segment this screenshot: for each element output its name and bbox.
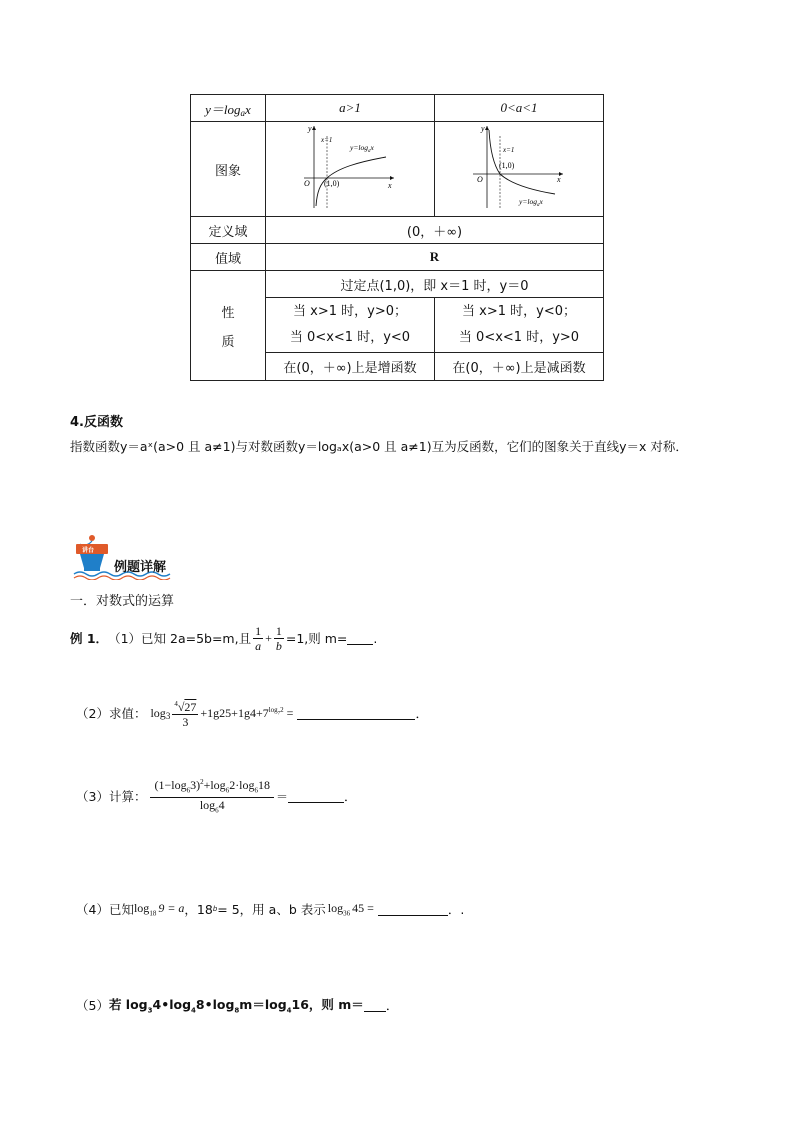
graph2-xlabel: x	[557, 175, 561, 184]
prop-mono-a-lt-1: 在(0，＋∞)上是减函数	[435, 353, 604, 381]
prop-fixed-point: 过定点(1,0)，即 x＝1 时，y＝0	[266, 271, 604, 298]
graph1-line-label: x=1	[321, 136, 333, 144]
prop-mono-a-gt-1: 在(0，＋∞)上是增函数	[266, 353, 435, 381]
example-1-q5: （5） 若 $\log_34•\log_48•\log_8m=\log_416$，则 m＝ ．	[76, 997, 399, 1015]
graph2-origin: O	[477, 175, 483, 184]
prop-sign-a-gt-1: 当 x>1 时，y>0； 当 0<x<1 时，y<0	[266, 298, 435, 353]
banner-label: 例题详解	[114, 560, 167, 575]
section-title-log-ops: 一．对数式的运算	[70, 594, 175, 609]
graph2-ylabel: y	[481, 124, 485, 133]
answer-blank-q3[interactable]	[288, 790, 344, 803]
frac-root-27-over-3: $\frac{^4√27}{3}$	[172, 697, 198, 729]
answer-blank-q1[interactable]	[347, 632, 373, 645]
frac-1-over-a: $\frac{1}{a}$	[255, 623, 262, 653]
graph1-point: (1,0)	[324, 179, 340, 188]
domain-label: 定义域	[191, 217, 266, 244]
answer-blank-q5[interactable]	[364, 999, 386, 1012]
header-a-gt-1: a>1	[266, 95, 435, 122]
graph1-origin: O	[304, 179, 310, 188]
example-1-q4: （4） 已知 $\log_{18} 9 = a$ ，18 b = 5，用 a、b 表示 $\log_{36} 45$ = ．.	[76, 900, 465, 918]
graph2-line-label: x=1	[503, 146, 515, 154]
prop-sign-a-lt-1: 当 x>1 时，y<0； 当 0<x<1 时，y>0	[435, 298, 604, 353]
graph2-point: (1,0)	[499, 161, 515, 170]
graph-increasing-log	[300, 122, 400, 212]
banner-icon-text: 讲台	[82, 547, 95, 554]
frac-log-expression: $\frac{(1-\log_63)^2+\log_62\cdot\log_618}{\log_64}$	[150, 775, 274, 818]
properties-label: 性 质	[191, 271, 266, 381]
answer-blank-q2[interactable]	[297, 707, 415, 720]
graph1-xlabel: x	[388, 181, 392, 190]
header-a-lt-1: 0<a<1	[435, 95, 604, 122]
example-banner	[72, 532, 192, 580]
example-1-q1: 例 1． （1） 已知 2a=5b=m,且 $\frac{1}{a}$ + $\frac{1}{b}$ =1,则 m= .	[70, 623, 378, 653]
inverse-title: 4.反函数	[70, 415, 123, 430]
row-graph-label: 图象	[191, 122, 266, 217]
frac-1-over-b: $\frac{1}{b}$	[275, 623, 282, 653]
range-label: 值域	[191, 244, 266, 271]
range-value: R	[266, 244, 604, 271]
graph1-curve-label: $y=\log_ax$	[350, 143, 374, 154]
graph1-ylabel: y	[308, 124, 312, 133]
graph2-curve-label: $y=\log_ax$	[519, 197, 543, 208]
graph-cell-a-lt-1	[435, 122, 604, 217]
header-func: $y=\log_ax$	[191, 95, 266, 122]
answer-blank-q4[interactable]	[378, 903, 448, 916]
domain-value: (0，＋∞)	[266, 217, 604, 244]
example-1-q2: （2） 求值： $\log_3$ $\frac{^4√27}{3}$ $+1g25+1g4+7^{log_72}$ = ．	[76, 693, 428, 733]
log-function-table	[190, 94, 604, 381]
inverse-text: 指数函数y＝aˣ(a>0 且 a≠1)与对数函数y＝logₐx(a>0 且 a≠1)互为反函数，它们的图象关于直线y＝x 对称．	[70, 439, 688, 454]
graph-decreasing-log	[469, 122, 569, 212]
graph-cell-a-gt-1	[266, 122, 435, 217]
example-1-q3: （3） 计算： $\frac{(1-\log_63)^2+\log_62\cdot\log_618}{\log_64}$ ＝ ．	[76, 772, 357, 820]
